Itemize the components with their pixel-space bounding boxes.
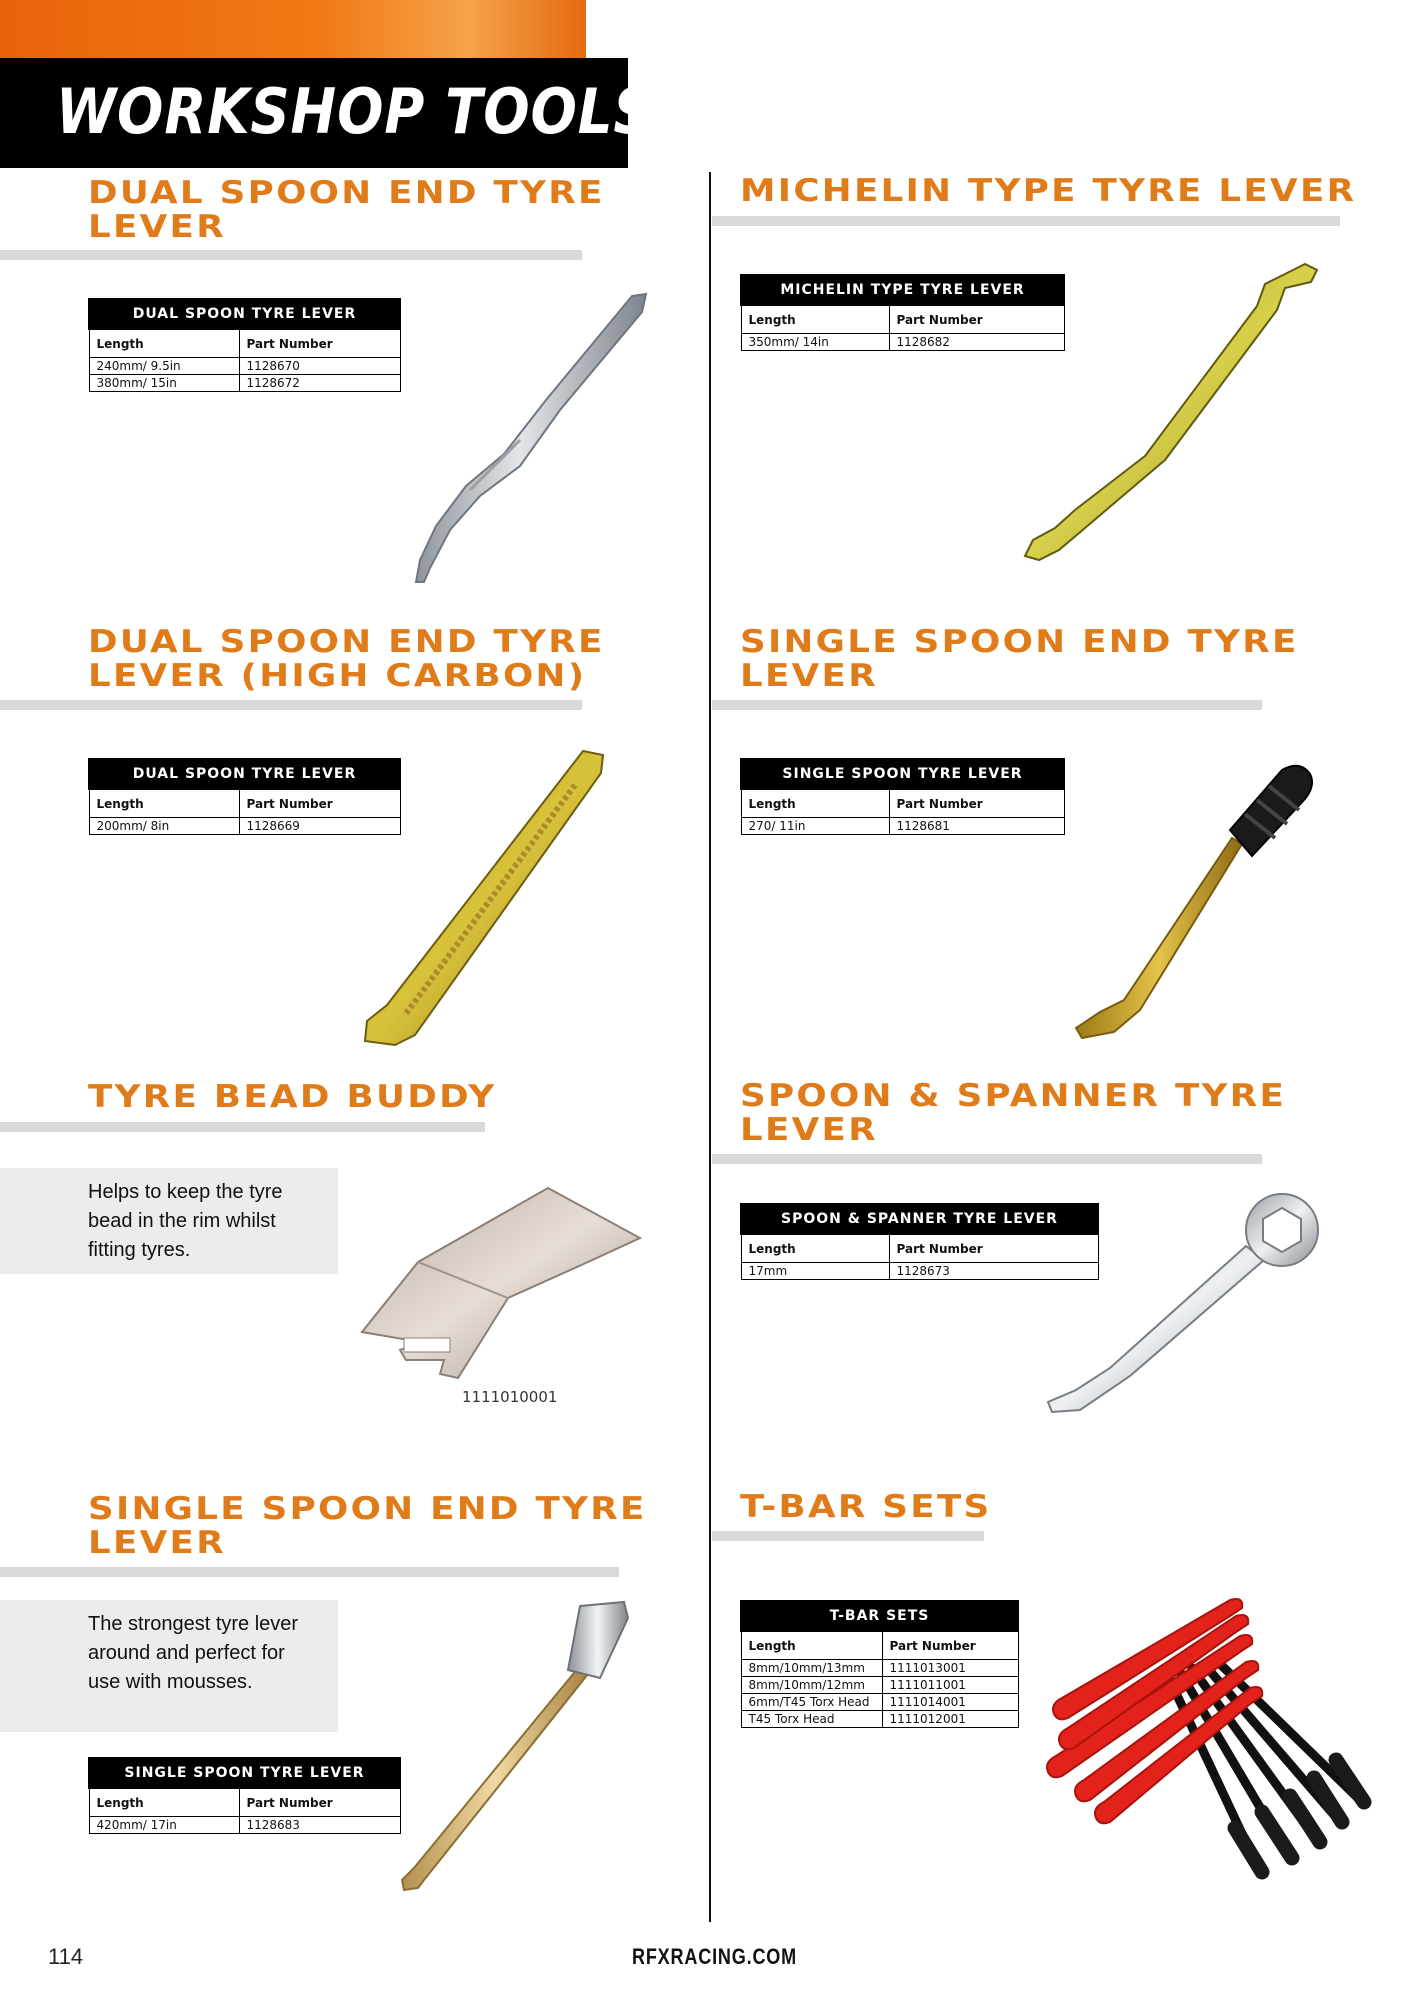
column-divider xyxy=(709,172,711,1922)
cell-length: 200mm/ 8in xyxy=(89,818,239,835)
cell-part-number: 1128683 xyxy=(239,1817,400,1834)
col-header-length: Length xyxy=(741,1234,889,1263)
table-row xyxy=(741,818,1064,835)
col-header-part-number: Part Number xyxy=(889,305,1064,334)
table-row xyxy=(741,1711,1018,1728)
table-title: DUAL SPOON TYRE LEVER xyxy=(89,299,400,329)
cell-part-number: 1111013001 xyxy=(882,1660,1018,1677)
table-title: MICHELIN TYPE TYRE LEVER xyxy=(741,275,1064,305)
table-title: T-BAR SETS xyxy=(741,1601,1018,1631)
cell-length: 350mm/ 14in xyxy=(741,334,889,351)
section-title-tbar: T-BAR SETS xyxy=(740,1489,992,1525)
cell-length: 6mm/T45 Torx Head xyxy=(741,1694,882,1711)
cell-length: 240mm/ 9.5in xyxy=(89,358,239,375)
bead-buddy-image xyxy=(358,1182,643,1382)
cell-length: 17mm xyxy=(741,1263,889,1280)
col-header-part-number: Part Number xyxy=(239,329,400,358)
cell-part-number: 1111012001 xyxy=(882,1711,1018,1728)
col-header-length: Length xyxy=(89,789,239,818)
cell-length: 420mm/ 17in xyxy=(89,1817,239,1834)
section-underline xyxy=(712,1154,1262,1164)
page-number: 114 xyxy=(48,1944,84,1969)
col-header-part-number: Part Number xyxy=(239,1788,400,1817)
section-underline xyxy=(0,1122,485,1132)
bead-buddy-part-number: 1111010001 xyxy=(462,1388,558,1406)
single-spoon-2-description: The strongest tyre lever around and perfect for use with mousses. xyxy=(0,1600,338,1732)
cell-part-number: 1128670 xyxy=(239,358,400,375)
col-header-length: Length xyxy=(741,789,889,818)
spec-table-single-spoon-2 xyxy=(88,1757,401,1834)
section-underline xyxy=(712,1531,984,1541)
section-underline xyxy=(0,250,582,260)
cell-length: T45 Torx Head xyxy=(741,1711,882,1728)
michelin-lever-image xyxy=(1015,260,1320,565)
spec-table-tbar xyxy=(740,1600,1019,1728)
section-title-single-spoon: SINGLE SPOON END TYRE LEVER xyxy=(740,624,1299,694)
cell-part-number: 1128669 xyxy=(239,818,400,835)
col-header-part-number: Part Number xyxy=(889,1234,1098,1263)
cell-part-number: 1128673 xyxy=(889,1263,1098,1280)
table-row xyxy=(741,1677,1018,1694)
spoon-spanner-lever-image xyxy=(1040,1190,1330,1420)
website-link[interactable]: RFXRACING.COM xyxy=(632,1944,797,1969)
dual-spoon-lever-image xyxy=(370,290,650,590)
single-spoon-lever-2-image xyxy=(388,1598,668,1898)
table-title: SINGLE SPOON TYRE LEVER xyxy=(741,759,1064,789)
table-title: SINGLE SPOON TYRE LEVER xyxy=(89,1758,400,1788)
table-row xyxy=(741,1660,1018,1677)
table-row xyxy=(741,1694,1018,1711)
spec-table-single-spoon xyxy=(740,758,1065,835)
section-title-dual-spoon: DUAL SPOON END TYRE LEVER xyxy=(88,175,605,245)
tbar-set-image xyxy=(1040,1596,1380,1886)
bead-buddy-description: Helps to keep the tyre bead in the rim whilst fitting tyres. xyxy=(0,1168,338,1274)
section-underline xyxy=(712,700,1262,710)
cell-length: 380mm/ 15in xyxy=(89,375,239,392)
single-spoon-lever-image xyxy=(1070,760,1320,1040)
section-title-dual-spoon-high-carbon: DUAL SPOON END TYRE LEVER (HIGH CARBON) xyxy=(88,624,605,694)
cell-length: 8mm/10mm/13mm xyxy=(741,1660,882,1677)
table-title: SPOON & SPANNER TYRE LEVER xyxy=(741,1204,1098,1234)
section-title-single-spoon-2: SINGLE SPOON END TYRE LEVER xyxy=(88,1491,647,1561)
header-orange-bar xyxy=(0,0,586,58)
col-header-length: Length xyxy=(89,1788,239,1817)
col-header-part-number: Part Number xyxy=(882,1631,1018,1660)
high-carbon-lever-image xyxy=(355,745,615,1055)
col-header-part-number: Part Number xyxy=(239,789,400,818)
col-header-part-number: Part Number xyxy=(889,789,1064,818)
section-underline xyxy=(0,700,582,710)
section-title-spoon-spanner: SPOON & SPANNER TYRE LEVER xyxy=(740,1078,1287,1148)
section-title-bead-buddy: TYRE BEAD BUDDY xyxy=(88,1079,497,1115)
table-row xyxy=(89,358,400,375)
cell-part-number: 1128682 xyxy=(889,334,1064,351)
col-header-length: Length xyxy=(741,305,889,334)
col-header-length: Length xyxy=(741,1631,882,1660)
cell-part-number: 1111011001 xyxy=(882,1677,1018,1694)
cell-length: 8mm/10mm/12mm xyxy=(741,1677,882,1694)
spec-table-dual-spoon xyxy=(88,298,401,392)
section-underline xyxy=(0,1567,619,1577)
cell-part-number: 1128672 xyxy=(239,375,400,392)
cell-length: 270/ 11in xyxy=(741,818,889,835)
table-row xyxy=(89,375,400,392)
section-underline xyxy=(712,216,1340,226)
cell-part-number: 1128681 xyxy=(889,818,1064,835)
cell-part-number: 1111014001 xyxy=(882,1694,1018,1711)
page-title: WORKSHOP TOOLS xyxy=(56,75,654,148)
table-row xyxy=(89,1817,400,1834)
table-row xyxy=(89,818,400,835)
col-header-length: Length xyxy=(89,329,239,358)
table-title: DUAL SPOON TYRE LEVER xyxy=(89,759,400,789)
section-title-michelin: MICHELIN TYPE TYRE LEVER xyxy=(740,173,1357,209)
